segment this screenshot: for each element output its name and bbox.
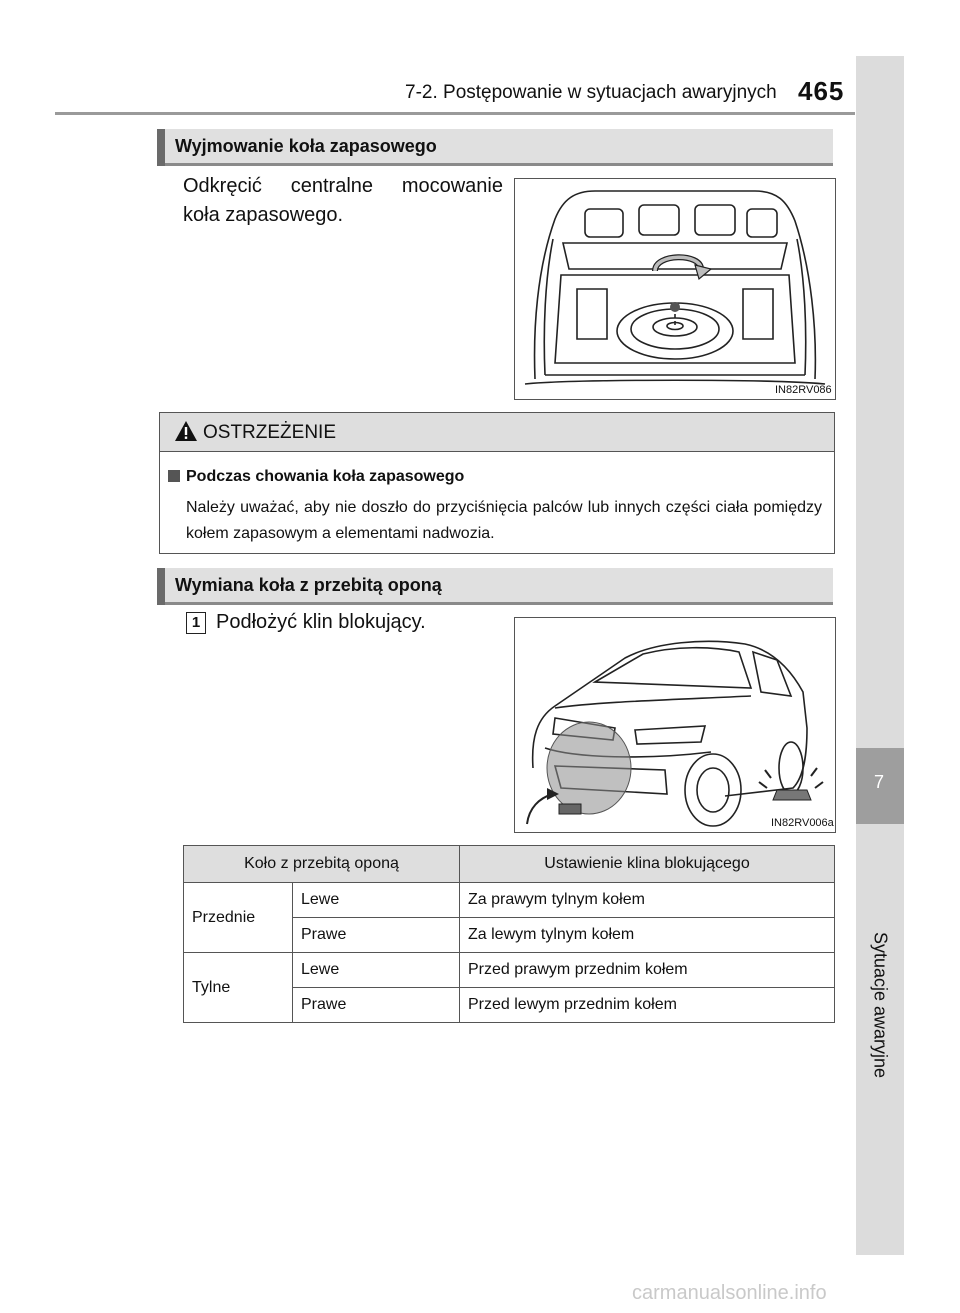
wheel-chock-table xyxy=(183,845,835,1023)
chapter-number: 7 xyxy=(874,772,885,792)
step-text: Podłożyć klin blokujący. xyxy=(216,611,426,633)
warning-triangle-icon xyxy=(174,420,198,442)
section-heading-text: Wymiana koła z przebitą oponą xyxy=(175,575,442,595)
figure-trunk-spare-wheel xyxy=(514,178,836,400)
table-group-cell: Przednie xyxy=(184,883,293,953)
step-number-badge: 1 xyxy=(186,612,206,634)
table-cell: Przed lewym przednim kołem xyxy=(460,988,835,1023)
table-row xyxy=(184,953,835,988)
section-heading-flat-tire xyxy=(157,568,833,605)
table-cell: Prawe xyxy=(293,918,460,953)
chapter-tab-number-box xyxy=(856,748,904,824)
table-cell: Za prawym tylnym kołem xyxy=(460,883,835,918)
warning-subtitle xyxy=(168,468,464,486)
table-group-cell: Tylne xyxy=(184,953,293,1023)
warning-title: OSTRZEŻENIE xyxy=(203,422,337,443)
instruction-text xyxy=(183,172,503,230)
warning-body: Należy uważać, aby nie doszło do przyciśnięcia palców lub innych części ciała pomiędzy kołem zapasowym a elementami nadwozia. xyxy=(186,499,822,542)
table-row xyxy=(184,883,835,918)
table-cell: Przed prawym przednim kołem xyxy=(460,953,835,988)
section-heading-spare-removal xyxy=(157,129,833,166)
page-header-title: 7-2. Postępowanie w sytuacjach awaryjnych xyxy=(405,82,777,103)
warning-header xyxy=(160,413,834,452)
warning-box xyxy=(159,412,835,554)
figure-car-wheel-chock xyxy=(514,617,836,833)
table-header-cell: Ustawienie klina blokującego xyxy=(460,846,835,883)
car-illustration xyxy=(515,618,835,832)
table-cell: Lewe xyxy=(293,953,460,988)
table-header-cell: Koło z przebitą oponą xyxy=(184,846,460,883)
watermark: carmanualsonline.info xyxy=(632,1282,827,1304)
trunk-illustration xyxy=(515,179,835,399)
table-cell: Prawe xyxy=(293,988,460,1023)
table-header-row xyxy=(184,846,835,883)
section-heading-text: Wyjmowanie koła zapasowego xyxy=(175,136,437,156)
figure-code: IN82RV086 xyxy=(775,384,832,396)
chapter-tab-label: Sytuacje awaryjne xyxy=(870,931,891,1079)
bullet-square-icon xyxy=(168,470,180,482)
table-cell: Za lewym tylnym kołem xyxy=(460,918,835,953)
header-rule xyxy=(55,112,855,115)
figure-code: IN82RV006a xyxy=(771,817,834,829)
table-cell: Lewe xyxy=(293,883,460,918)
page-number: 465 xyxy=(798,76,845,106)
instruction-line-1: Odkręcić centralne mocowanie xyxy=(183,175,503,197)
instruction-line-2: koła zapasowego. xyxy=(183,204,344,226)
warning-subtitle-text: Podczas chowania koła zapasowego xyxy=(186,468,465,485)
